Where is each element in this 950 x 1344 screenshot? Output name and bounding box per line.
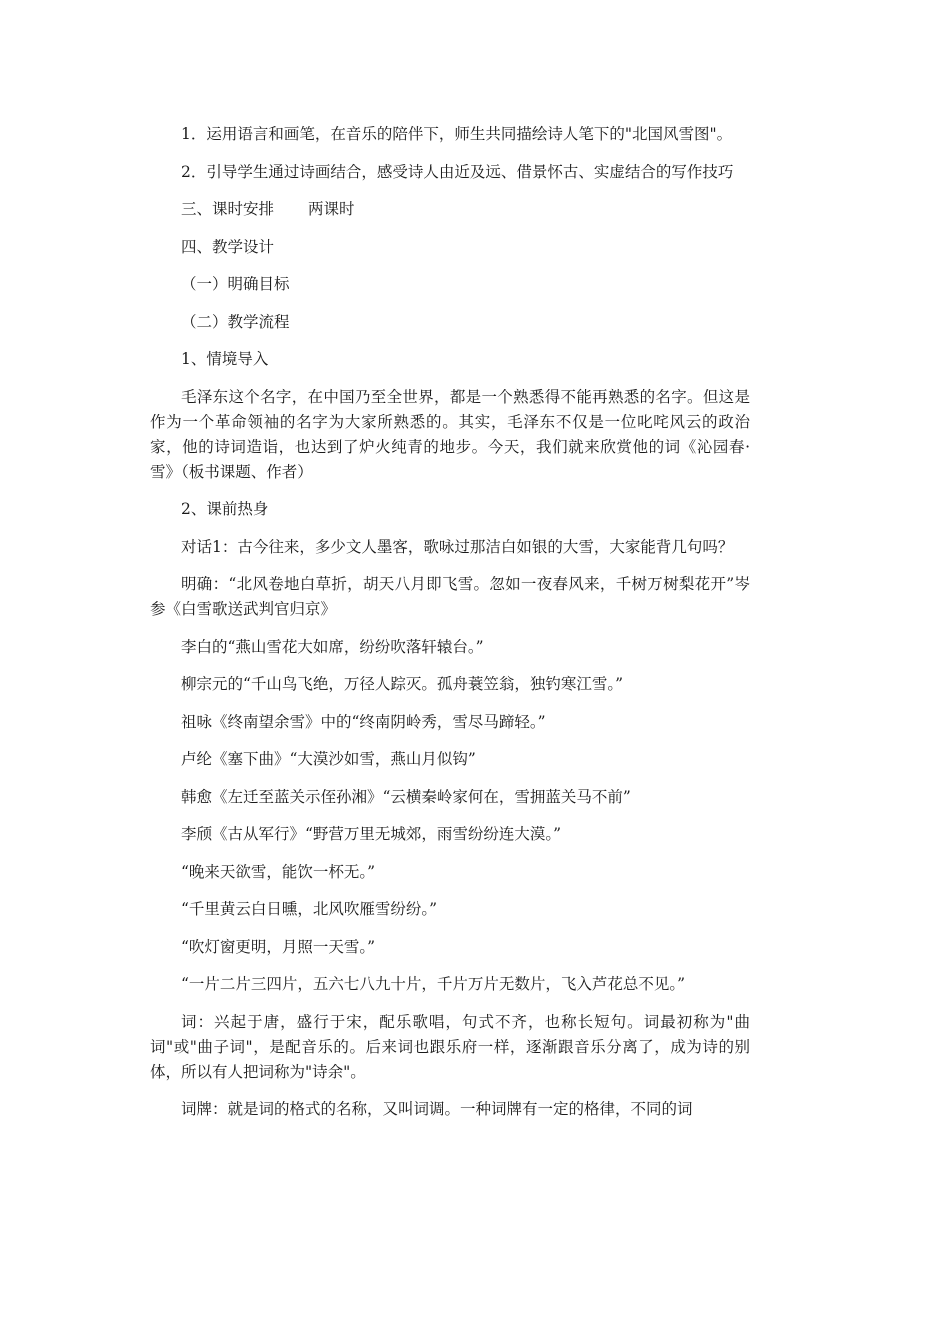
subsection-goals-heading: （一）明确目标 <box>181 275 290 293</box>
schedule-value: 两课时 <box>308 200 355 218</box>
quote-evening-snow: “晚来天欲雪，能饮一杯无。” <box>181 862 376 881</box>
quote-snowflakes: “一片二片三四片，五六七八九十片，千片万片无数片，飞入芦花总不见。” <box>181 975 686 993</box>
quote-zuyong: 祖咏《终南望余雪》中的“终南阴岭秀，雪尽马蹄轻。” <box>181 712 546 731</box>
quote-yellow-clouds: “千里黄云白日曛，北风吹雁雪纷纷。” <box>181 900 438 918</box>
objective-2: 2．引导学生通过诗画结合，感受诗人由近及远、借景怀古、实虚结合的写作技巧 <box>181 162 734 181</box>
document-body <box>150 122 750 1135</box>
schedule-heading: 三、课时安排 <box>181 200 275 218</box>
quote-lulun: 卢纶《塞下曲》“大漠沙如雪，燕山月似钩” <box>181 750 476 768</box>
definition-cipai: 词牌：就是词的格式的名称，又叫词调。一种词牌有一定的格律，不同的词 <box>181 1100 693 1118</box>
quote-blow-lamp: “吹灯窗更明，月照一天雪。” <box>181 937 376 956</box>
quote-liuzongyuan: 柳宗元的“千山鸟飞绝，万径人踪灭。孤舟蓑笠翁，独钓寒江雪。” <box>181 675 624 693</box>
step-warmup-heading: 2、课前热身 <box>181 500 269 518</box>
intro-paragraph: 毛泽东这个名字，在中国乃至全世界，都是一个熟悉得不能再熟悉的名字。但这是作为一个革命领袖的名字为大家所熟悉的。其实，毛泽东不仅是一位叱咤风云的政治家，他的诗词造诣，也达到了炉火纯青的地步。今天，我们就来欣赏他的词《沁园春·雪》（板书课题、作者） <box>150 387 750 481</box>
objective-1: 1．运用语言和画笔，在音乐的陪伴下，师生共同描绘诗人笔下的"北国风雪图"。 <box>181 125 733 143</box>
section-schedule <box>150 197 750 222</box>
definition-ci: 词：兴起于唐，盛行于宋，配乐歌唱，句式不齐，也称长短句。词最初称为"曲词"或"曲子词"，是配音乐的。后来词也跟乐府一样，逐渐跟音乐分离了，成为诗的别体，所以有人把词称为"诗余"。 <box>150 1012 750 1081</box>
section-design-heading: 四、教学设计 <box>181 237 275 256</box>
quote-hanyu: 韩愈《左迁至蓝关示侄孙湘》“云横秦岭家何在，雪拥蓝关马不前” <box>181 787 631 806</box>
quote-libai: 李白的“燕山雪花大如席，纷纷吹落轩辕台。” <box>181 637 484 656</box>
answer-cencan: 明确：“北风卷地白草折，胡天八月即飞雪。忽如一夜春风来，千树万树梨花开”岑参《白雪歌送武判官归京》 <box>150 575 750 618</box>
quote-liqi: 李颀《古从军行》“野营万里无城郊，雨雪纷纷连大漠。” <box>181 825 562 843</box>
subsection-process-heading: （二）教学流程 <box>181 312 290 331</box>
step-intro-heading: 1、情境导入 <box>181 350 269 368</box>
dialogue-1: 对话1：古今往来，多少文人墨客，歌咏过那洁白如银的大雪，大家能背几句吗？ <box>181 537 734 556</box>
